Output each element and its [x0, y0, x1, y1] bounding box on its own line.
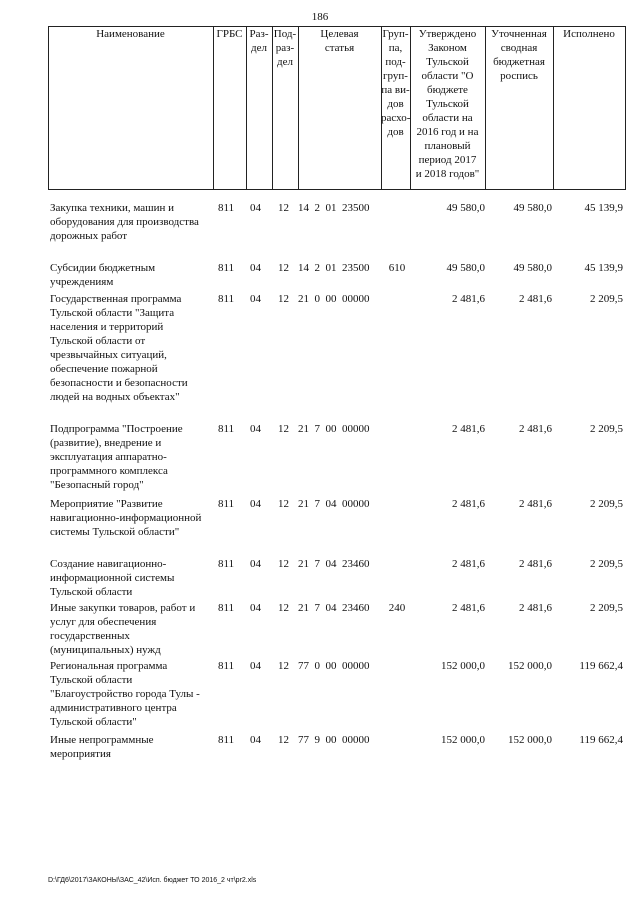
row-utverzhdeno: 152 000,0: [441, 734, 485, 746]
table-header-bottom-border: [48, 189, 626, 190]
row-grbs: 811: [218, 660, 235, 672]
row-name: Региональная программа Тульской области "Благоустройство города Тулы - административного центра Тульской области": [50, 660, 200, 728]
row-podrazdel: 12: [278, 660, 289, 672]
row-razdel: 04: [250, 734, 261, 746]
row-podrazdel: 12: [278, 558, 289, 570]
header-celevaya-statya: Целевая статья: [320, 28, 359, 54]
row-razdel: 04: [250, 498, 261, 510]
row-name: Иные непрограммные мероприятия: [50, 734, 154, 760]
row-gruppa: 240: [388, 602, 406, 614]
row-grbs: 811: [218, 423, 235, 435]
row-razdel: 04: [250, 558, 261, 570]
row-utochnennaya: 49 580,0: [513, 202, 552, 214]
row-razdel: 04: [250, 602, 261, 614]
table-border-right: [625, 26, 626, 189]
row-razdel: 04: [250, 262, 261, 274]
page-number: 186: [311, 11, 329, 23]
row-name: Государственная программа Тульской области "Защита населения и территорий Тульской области от чрезвычайных ситуаций, обеспечение пожарной безопасности и безопасности людей на водных объектах": [50, 293, 188, 403]
header-name: Наименование: [96, 28, 165, 40]
row-podrazdel: 12: [278, 498, 289, 510]
row-utverzhdeno: 49 580,0: [446, 202, 485, 214]
row-ispolneno: 119 662,4: [579, 660, 623, 672]
row-razdel: 04: [250, 202, 261, 214]
header-grbs: ГРБС: [216, 28, 243, 40]
row-utverzhdeno: 152 000,0: [441, 660, 485, 672]
table-header: [48, 26, 625, 189]
row-razdel: 04: [250, 660, 261, 672]
row-utverzhdeno: 2 481,6: [452, 293, 485, 305]
file-path-footer: D:\ГД6\2017\ЗАКОНЫ\ЗАС_42\Исп. бюджет ТО 2016_2 чт\pr2.xls: [48, 877, 257, 884]
row-name: Закупка техники, машин и оборудования для производства дорожных работ: [50, 202, 199, 242]
row-ispolneno: 2 209,5: [590, 423, 623, 435]
row-celevaya: 14 2 01 23500: [298, 262, 370, 274]
row-utverzhdeno: 2 481,6: [452, 423, 485, 435]
row-name: Иные закупки товаров, работ и услуг для обеспечения государственных (муниципальных) нужд: [50, 602, 196, 656]
row-podrazdel: 12: [278, 734, 289, 746]
header-razdel: Раз- дел: [249, 28, 269, 54]
header-utochnennaya: Уточненная сводная бюджетная роспись: [491, 28, 547, 82]
row-celevaya: 21 7 04 00000: [298, 498, 370, 510]
row-podrazdel: 12: [278, 262, 289, 274]
row-razdel: 04: [250, 423, 261, 435]
row-utochnennaya: 2 481,6: [519, 498, 552, 510]
row-ispolneno: 2 209,5: [590, 602, 623, 614]
header-ispolneno: Исполнено: [563, 28, 615, 40]
row-utverzhdeno: 2 481,6: [452, 558, 485, 570]
row-utochnennaya: 152 000,0: [508, 660, 552, 672]
row-podrazdel: 12: [278, 293, 289, 305]
row-utochnennaya: 2 481,6: [519, 558, 552, 570]
row-ispolneno: 2 209,5: [590, 558, 623, 570]
row-utochnennaya: 49 580,0: [513, 262, 552, 274]
row-utochnennaya: 2 481,6: [519, 602, 552, 614]
header-podrazdel: Под- раз- дел: [273, 28, 297, 68]
row-celevaya: 21 7 04 23460: [298, 602, 370, 614]
row-celevaya: 14 2 01 23500: [298, 202, 370, 214]
row-grbs: 811: [218, 262, 235, 274]
row-podrazdel: 12: [278, 202, 289, 214]
row-ispolneno: 2 209,5: [590, 498, 623, 510]
row-utochnennaya: 2 481,6: [519, 293, 552, 305]
row-celevaya: 77 9 00 00000: [298, 734, 370, 746]
row-grbs: 811: [218, 498, 235, 510]
row-utverzhdeno: 49 580,0: [446, 262, 485, 274]
row-ispolneno: 119 662,4: [579, 734, 623, 746]
row-celevaya: 21 7 04 23460: [298, 558, 370, 570]
row-grbs: 811: [218, 602, 235, 614]
row-celevaya: 21 0 00 00000: [298, 293, 370, 305]
header-gruppa: Груп- па, под- груп- па ви- дов расхо- дов: [381, 28, 411, 138]
row-razdel: 04: [250, 293, 261, 305]
row-name: Мероприятие "Развитие навигационно-информационной системы Тульской области": [50, 498, 202, 538]
row-podrazdel: 12: [278, 423, 289, 435]
row-name: Создание навигационно- информационной системы Тульской области: [50, 558, 175, 598]
row-ispolneno: 2 209,5: [590, 293, 623, 305]
row-grbs: 811: [218, 558, 235, 570]
row-utverzhdeno: 2 481,6: [452, 498, 485, 510]
row-celevaya: 77 0 00 00000: [298, 660, 370, 672]
row-grbs: 811: [218, 293, 235, 305]
row-utochnennaya: 152 000,0: [508, 734, 552, 746]
row-utverzhdeno: 2 481,6: [452, 602, 485, 614]
row-ispolneno: 45 139,9: [584, 202, 623, 214]
row-podrazdel: 12: [278, 602, 289, 614]
header-utverzhdeno: Утверждено Законом Тульской области "О бюджете Тульской области на 2016 год и на плановый период 2017 и 2018 годов": [415, 28, 480, 180]
row-grbs: 811: [218, 202, 235, 214]
row-utochnennaya: 2 481,6: [519, 423, 552, 435]
row-name: Подпрограмма "Построение (развитие), внедрение и эксплуатация аппаратно- программного комплекса "Безопасный город": [50, 423, 183, 491]
row-gruppa: 610: [388, 262, 406, 274]
row-ispolneno: 45 139,9: [584, 262, 623, 274]
row-grbs: 811: [218, 734, 235, 746]
row-celevaya: 21 7 00 00000: [298, 423, 370, 435]
row-name: Субсидии бюджетным учреждениям: [50, 262, 156, 288]
